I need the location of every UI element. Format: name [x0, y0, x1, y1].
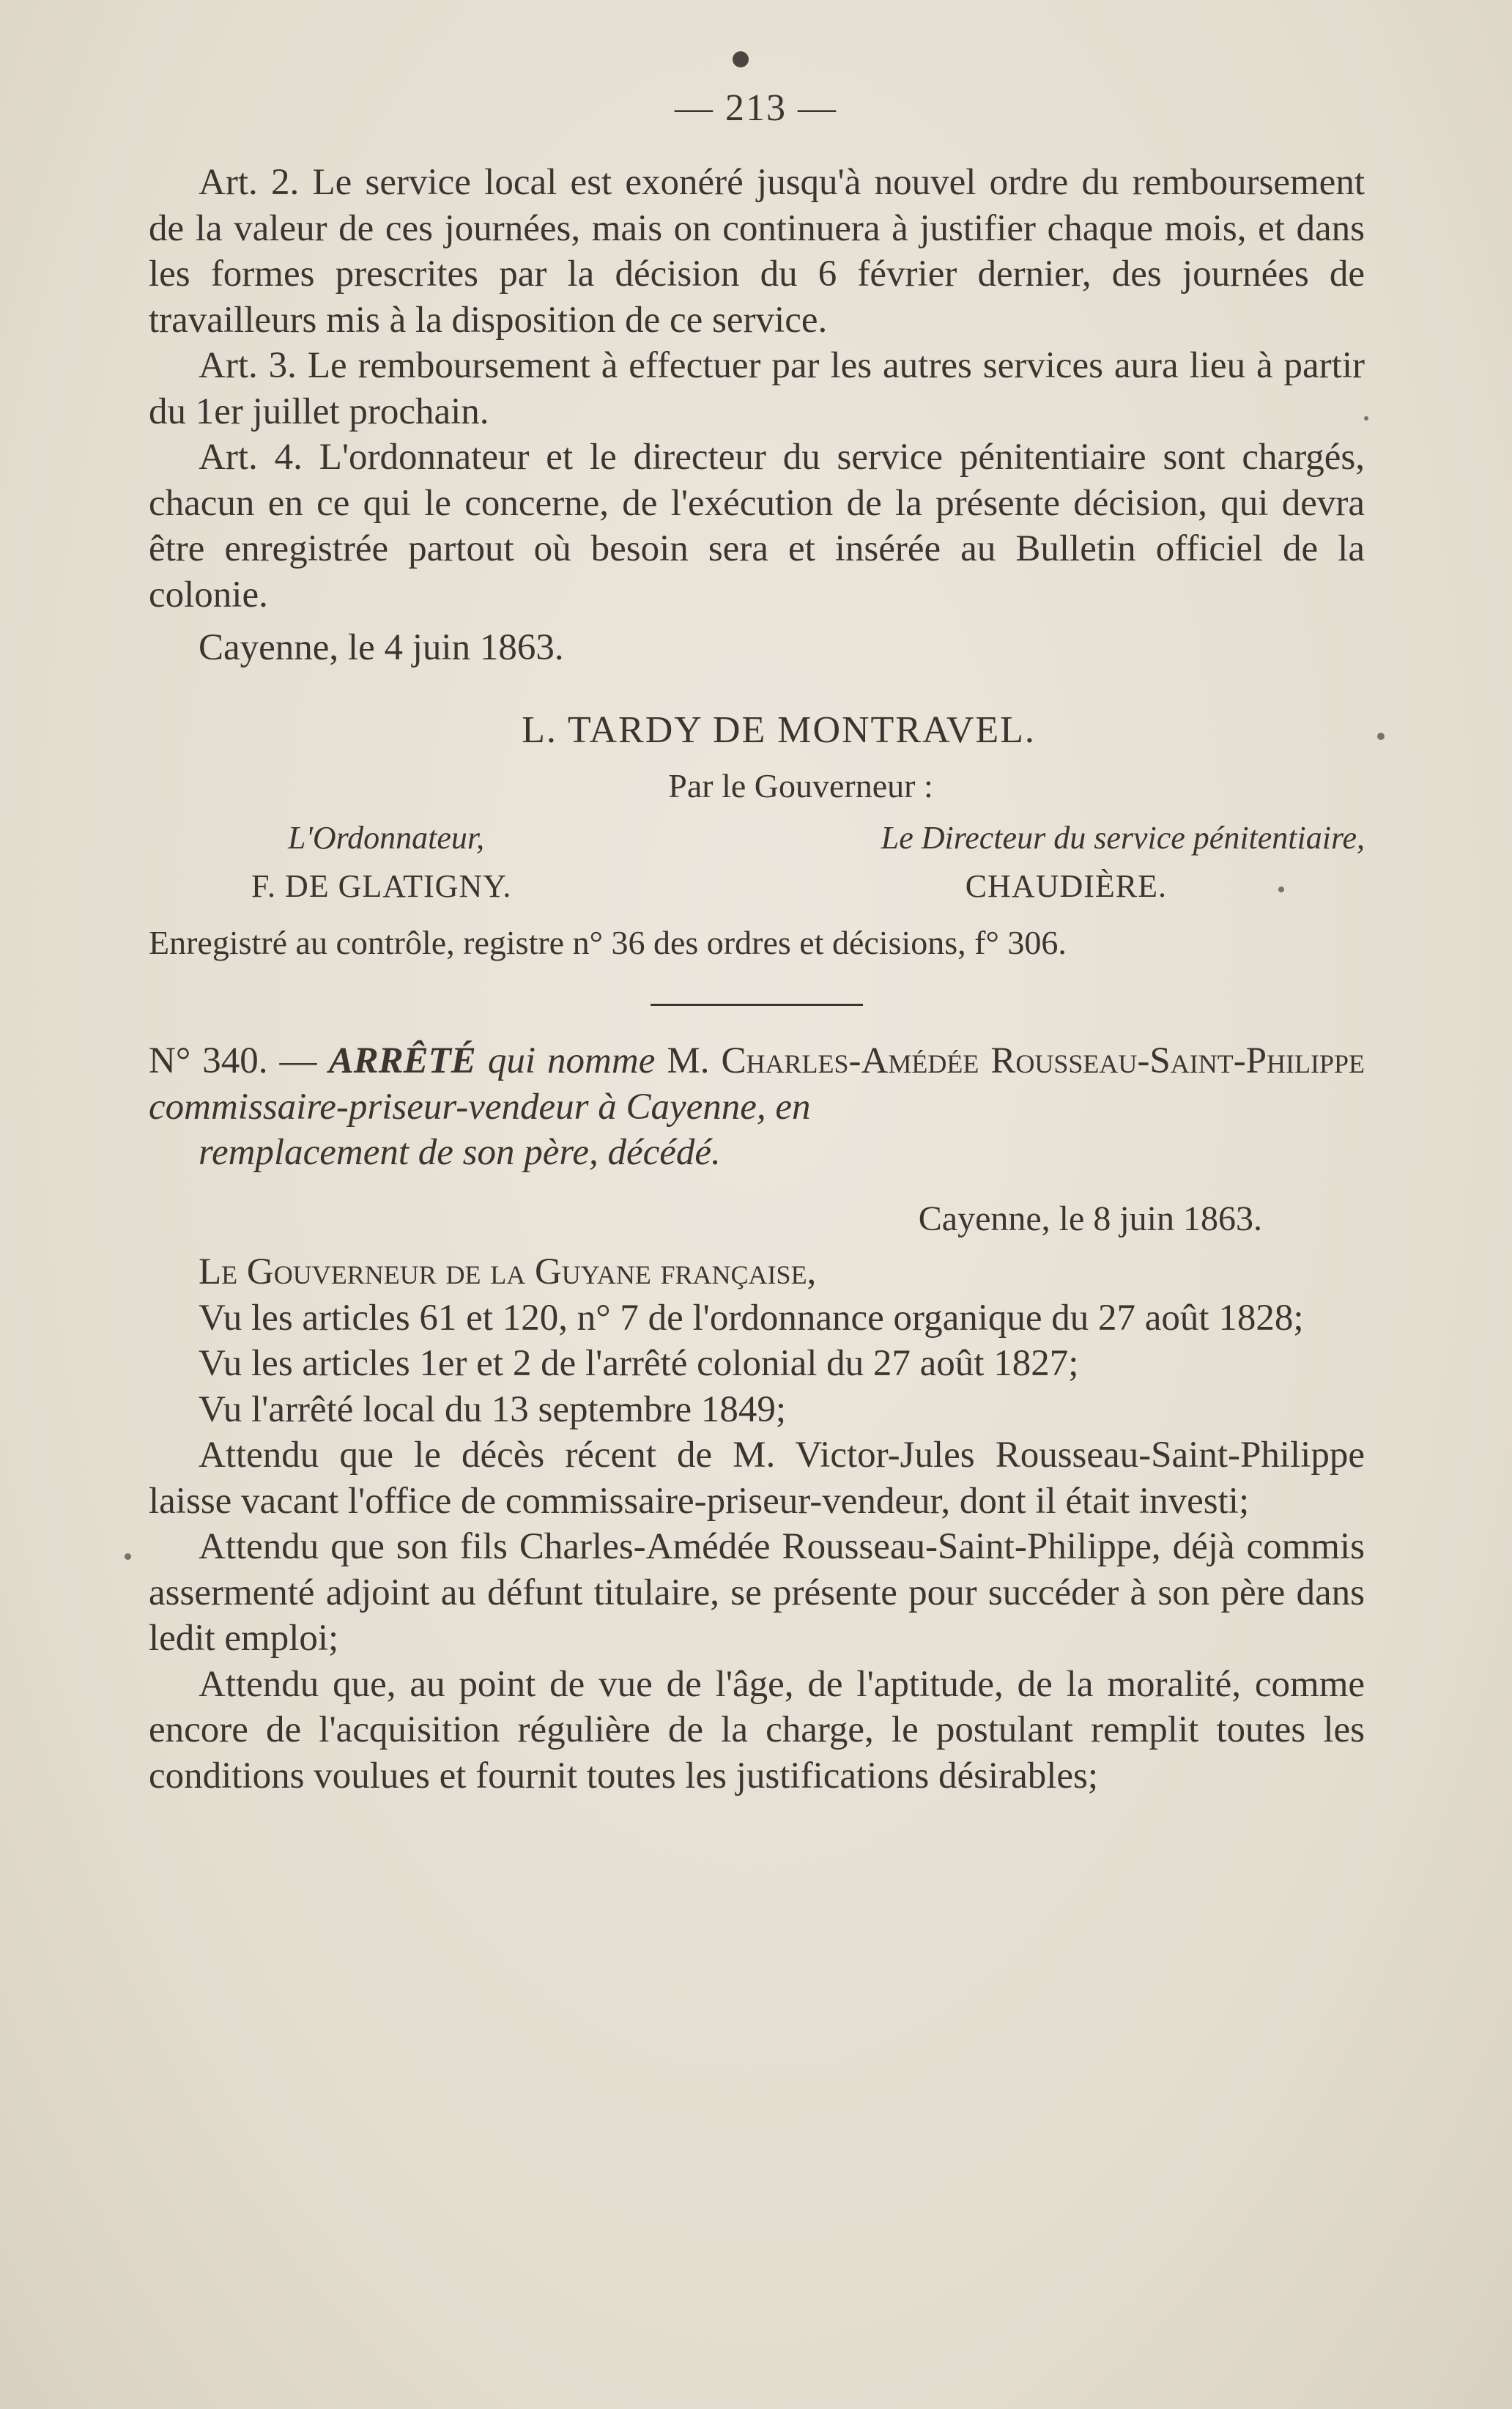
paper-speck	[125, 1553, 131, 1560]
decree-title-word: ARRÊTÉ	[328, 1040, 476, 1081]
article-4: Art. 4. L'ordonnateur et le directeur du service pénitentiaire sont chargés, chacun en ce qui le concerne, de l'exécution de la présente décision, qui devra être enregistrée partout où besoin sera et insérée au Bulletin officiel de la colonie.	[149, 437, 1365, 615]
attendu-deces: Attendu que le décès récent de M. Victor-Jules Rousseau-Saint-Philippe laisse vacant l'office de commissaire-priseur-vendeur, dont il était investi;	[149, 1435, 1365, 1522]
vu-arrete-local: Vu l'arrêté local du 13 septembre 1849;	[199, 1388, 787, 1430]
decree-date: Cayenne, le 8 juin 1863.	[918, 1199, 1262, 1238]
directeur-name: CHAUDIÈRE.	[965, 868, 1167, 904]
directeur-title: Le Directeur du service pénitentiaire,	[881, 819, 1365, 856]
governor-signature: L. TARDY DE MONTRAVEL.	[522, 708, 1036, 751]
decree-number: N° 340. —	[149, 1040, 317, 1081]
decree-title-rest: qui nomme	[487, 1040, 656, 1081]
paper-speck	[1377, 733, 1385, 740]
decree-role-line2: remplacement de son père, décédé.	[199, 1132, 721, 1173]
ink-blot	[733, 51, 749, 67]
decree-role: commissaire-priseur-vendeur à Cayenne, en	[149, 1086, 811, 1128]
dateline: Cayenne, le 4 juin 1863.	[199, 627, 564, 668]
ordonnateur-title: L'Ordonnateur,	[288, 819, 485, 856]
ordonnateur-name: F. DE GLATIGNY.	[251, 868, 512, 904]
page-body	[149, 160, 1365, 1799]
decree-person: M. Charles-Amédée Rousseau-Saint-Philippe	[667, 1040, 1365, 1081]
paper-speck	[1278, 887, 1284, 892]
article-3: Art. 3. Le remboursement à effectuer par les autres services aura lieu à partir du 1er juillet prochain.	[149, 345, 1365, 432]
attendu-fils: Attendu que son fils Charles-Amédée Rousseau-Saint-Philippe, déjà commis assermenté adjoint au défunt titulaire, se présente pour succéder à son père dans ledit emploi;	[149, 1526, 1365, 1659]
signatory-titles	[149, 815, 1365, 862]
attendu-aptitude: Attendu que, au point de vue de l'âge, de l'aptitude, de la moralité, comme encore de l'acquisition régulière de la charge, le postulant remplit toutes les conditions voulues et fournit toutes les justifications désirables;	[149, 1663, 1365, 1796]
registration-note: Enregistré au contrôle, registre n° 36 des ordres et décisions, f° 306.	[149, 923, 1067, 961]
signatory-names	[149, 864, 1365, 910]
paper-speck	[1364, 416, 1368, 421]
par-le-gouverneur: Par le Gouverneur :	[668, 767, 933, 804]
page-number: — 213 —	[675, 87, 837, 129]
gouverneur-line: Le Gouverneur de la Guyane française,	[199, 1251, 817, 1292]
article-2: Art. 2. Le service local est exonéré jusqu'à nouvel ordre du remboursement de la valeur de ces journées, mais on continuera à justifier chaque mois, et dans les formes prescrites par la décision du 6 février dernier, des journées de travailleurs mis à la disposition de ce service.	[149, 162, 1365, 341]
vu-ordonnance: Vu les articles 61 et 120, n° 7 de l'ordonnance organique du 27 août 1828;	[199, 1297, 1304, 1339]
vu-arrete-colonial: Vu les articles 1er et 2 de l'arrêté colonial du 27 août 1827;	[199, 1343, 1079, 1384]
decree-heading	[149, 1038, 1365, 1176]
section-divider	[651, 1004, 863, 1006]
